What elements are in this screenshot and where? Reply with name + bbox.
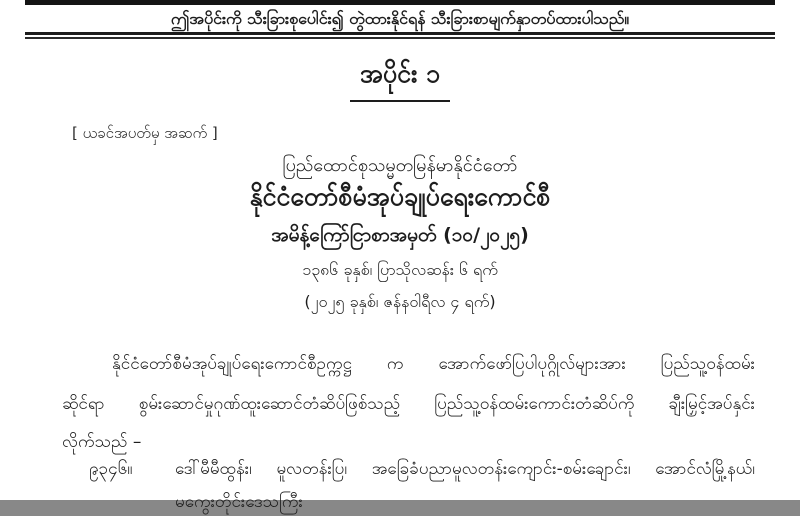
section-title bbox=[0, 56, 800, 102]
banner-note: ဤအပိုင်းကို သီးခြားစုပေါင်း၍ တွဲထားနိုင်ရန် သီးခြားစာမျက်နှာတပ်ထားပါသည်။ bbox=[170, 9, 630, 28]
paragraph-line-1: နိုင်ငံတော်စီမံအုပ်ချုပ်ရေးကောင်စီဥက္ကဋ္ဌ က အောက်ဖော်ပြပါပုဂ္ဂိုလ်များအား ပြည်သူ့ဝန်ထမ်း bbox=[112, 354, 755, 374]
paragraph-line-3: လိုက်သည် – bbox=[62, 432, 142, 452]
state-name: ပြည်ထောင်စုသမ္မတမြန်မာနိုင်ငံတော် bbox=[282, 155, 518, 176]
entry-text: ဒေါ်မီမီထွန်း၊ မူလတန်းပြ၊ အခြေခံပညာမူလတန်းကျောင်း-စမ်းချောင်း၊ အောင်လံမြို့နယ်၊ bbox=[175, 459, 755, 479]
paragraph-line-2: ဆိုင်ရာ စွမ်းဆောင်မှုဂုဏ်ထူးဆောင်တံဆိပ်ဖြစ်သည့် ပြည်သူ့ဝန်ထမ်းကောင်းတံဆိပ်ကို ချီးမြှင့်အပ်နှင်း bbox=[62, 394, 755, 414]
banner-top-rule bbox=[25, 0, 775, 5]
entry-number: ၉၃၄၆။ bbox=[89, 459, 133, 479]
awardee-entry bbox=[89, 455, 755, 483]
entry-continuation-clipped: မကွေးတိုင်းဒေသကြီး bbox=[175, 492, 303, 512]
gregorian-date: (၂၀၂၅ ခုနှစ်၊ ဇန်နဝါရီလ ၄ ရက်) bbox=[304, 292, 496, 311]
banner-bottom-rule-thin bbox=[25, 37, 775, 39]
section-title-text: အပိုင်း ၁ bbox=[350, 56, 450, 102]
council-name: နိုင်ငံတော်စီမံအုပ်ချုပ်ရေးကောင်စီ bbox=[249, 182, 551, 211]
continuation-note: [ ယခင်အပတ်မှ အဆက် ] bbox=[72, 124, 218, 142]
banner-bottom-rule-thick bbox=[25, 32, 775, 35]
myanmar-calendar-date: ၁၃၈၆ ခုနှစ်၊ ပြာသိုလဆန်း ၆ ရက် bbox=[302, 260, 498, 279]
order-notification-number: အမိန့်ကြော်ငြာစာအမှတ် (၁၀/၂၀၂၅) bbox=[271, 224, 529, 246]
